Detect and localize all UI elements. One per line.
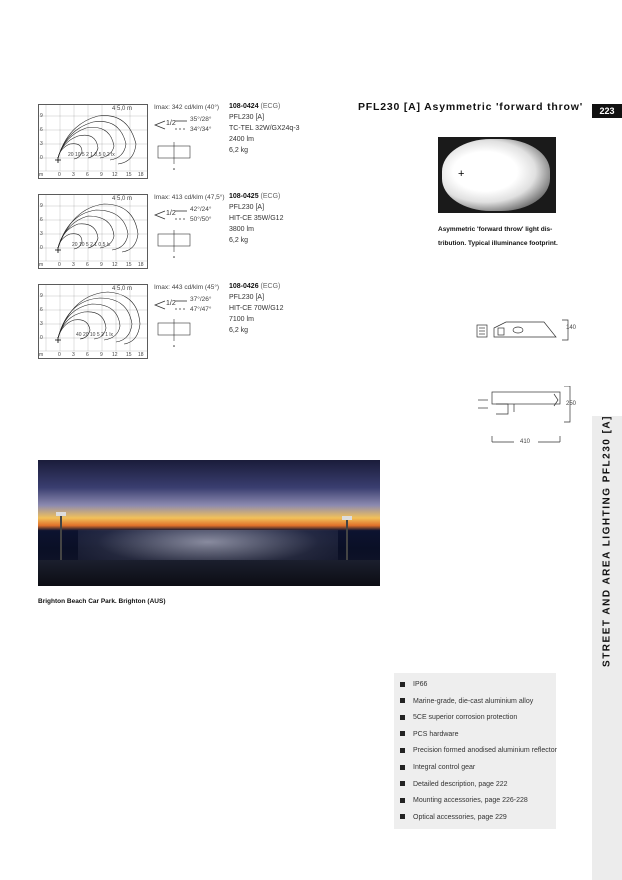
isolux-diagram — [38, 194, 148, 269]
imax-value: Imax: 413 cd/klm (47,5°) — [154, 194, 225, 201]
lamp: TC-TEL 32W/GX24q-3 — [229, 125, 300, 132]
feature-item: Precision formed anodised aluminium reflector — [400, 743, 556, 760]
grid-top-label: 4 5,0 m — [112, 286, 133, 292]
axis-tick: 3 — [72, 262, 75, 268]
model: PFL230 [A] — [229, 294, 265, 301]
axis-tick: 3 — [72, 352, 75, 358]
beam-dashed: 47°/47° — [190, 306, 212, 313]
feature-item: Integral control gear — [400, 760, 556, 777]
axis-tick: 12 — [112, 172, 118, 178]
axis-tick: 9 — [100, 172, 103, 178]
grid-top-label: 4 5,0 m — [112, 106, 133, 112]
left-tick: 0 — [40, 245, 43, 251]
axis-tick: 0 — [58, 352, 61, 358]
luminaire-position-icon: + — [458, 168, 465, 180]
axis-m: m — [39, 352, 44, 358]
page-number: 223 — [592, 104, 622, 118]
left-tick: 0 — [40, 335, 43, 341]
product-code: 108-0425 — [229, 193, 259, 200]
axis-tick: 6 — [86, 172, 89, 178]
model: PFL230 [A] — [229, 114, 265, 121]
mounting-sketch-icon — [156, 319, 192, 349]
lamp: HIT-CE 35W/G12 — [229, 215, 284, 222]
axis-m: m — [39, 262, 44, 268]
mounting-sketch-icon — [156, 142, 192, 172]
product-code: 108-0424 — [229, 103, 259, 110]
beam-dashed: 34°/34° — [190, 126, 212, 133]
beam-angles — [154, 205, 224, 227]
photo-caption: Brighton Beach Car Park. Brighton (AUS) — [38, 598, 166, 605]
feature-item: Mounting accessories, page 226-228 — [400, 793, 556, 810]
axis-tick: 12 — [112, 352, 118, 358]
axis-tick: 18 — [138, 352, 144, 358]
axis-tick: 0 — [58, 262, 61, 268]
feature-item: Detailed description, page 222 — [400, 777, 556, 794]
beam-half: 1/2 — [166, 210, 176, 217]
weight: 6,2 kg — [229, 327, 249, 334]
axis-tick: 15 — [126, 262, 132, 268]
left-tick: 9 — [40, 293, 43, 299]
imax-value: Imax: 443 cd/klm (45°) — [154, 284, 220, 291]
variant-specs — [229, 191, 283, 246]
feature-item: 5CE superior corrosion protection — [400, 710, 556, 727]
product-title: PFL230 [A] Asymmetric 'forward throw' — [358, 101, 583, 113]
axis-tick: 12 — [112, 262, 118, 268]
beam-solid: 37°/26° — [190, 296, 212, 303]
isolux-diagram — [38, 284, 148, 359]
left-tick: 6 — [40, 307, 43, 313]
axis-tick: 15 — [126, 172, 132, 178]
illuminance-footprint — [438, 137, 556, 213]
distribution-caption: Asymmetric 'forward throw' light dis- tribution. Typical illuminance footprint. — [438, 226, 558, 247]
left-tick: 9 — [40, 203, 43, 209]
axis-tick: 0 — [58, 172, 61, 178]
model: PFL230 [A] — [229, 204, 265, 211]
feature-item: Marine-grade, die-cast aluminium alloy — [400, 694, 556, 711]
left-tick: 3 — [40, 321, 43, 327]
beam-half: 1/2 — [166, 300, 176, 307]
variant-specs — [229, 101, 300, 156]
imax-value: Imax: 342 cd/klm (40°) — [154, 104, 220, 111]
beam-half: 1/2 — [166, 120, 176, 127]
axis-tick: 18 — [138, 172, 144, 178]
axis-tick: 18 — [138, 262, 144, 268]
dim-width: 410 — [520, 439, 531, 445]
axis-tick: 6 — [86, 262, 89, 268]
luminaire-right — [342, 516, 352, 520]
product-code: 108-0426 — [229, 283, 259, 290]
axis-tick: 9 — [100, 352, 103, 358]
ecg-tag: (ECG) — [260, 283, 281, 290]
feature-item: IP66 — [400, 677, 556, 694]
axis-tick: 6 — [86, 352, 89, 358]
features-list — [394, 673, 556, 829]
left-tick: 6 — [40, 217, 43, 223]
isolux-diagram — [38, 104, 148, 179]
beam-solid: 35°/28° — [190, 116, 212, 123]
iso-labels: 40 20 10 5 2 1 lx — [76, 332, 113, 338]
lumens: 2400 lm — [229, 136, 254, 143]
foreground-rocks — [38, 560, 380, 586]
axis-tick: 3 — [72, 172, 75, 178]
beam-angles — [154, 115, 224, 137]
beam-solid: 42°/24° — [190, 206, 212, 213]
car-park-photo — [38, 460, 380, 586]
variant-specs — [229, 281, 283, 336]
feature-item: Optical accessories, page 229 — [400, 810, 556, 827]
weight: 6,2 kg — [229, 237, 249, 244]
left-tick: 3 — [40, 231, 43, 237]
dim-height-side: 140 — [566, 325, 577, 331]
dim-height-front: 250 — [566, 401, 577, 407]
axis-tick: 9 — [100, 262, 103, 268]
left-tick: 6 — [40, 127, 43, 133]
front-view-drawing — [478, 386, 578, 446]
mounting-sketch-icon — [156, 230, 192, 260]
iso-labels: 20 10 5 2 1 0,5 0,2 lx — [68, 152, 115, 158]
lumens: 7100 lm — [229, 316, 254, 323]
iso-labels: 20 10 5 2 1 0,5 lx — [72, 242, 111, 248]
lumens: 3800 lm — [229, 226, 254, 233]
feature-item: PCS hardware — [400, 727, 556, 744]
weight: 6,2 kg — [229, 147, 249, 154]
section-label: STREET AND AREA LIGHTING PFL230 [A] — [601, 415, 613, 667]
beam-dashed: 50°/50° — [190, 216, 212, 223]
beam-angles — [154, 295, 224, 317]
ecg-tag: (ECG) — [260, 193, 281, 200]
side-view-drawing — [476, 316, 576, 346]
axis-m: m — [39, 172, 44, 178]
luminaire-left — [56, 512, 66, 516]
grid-top-label: 4 5,0 m — [112, 196, 133, 202]
ecg-tag: (ECG) — [260, 103, 281, 110]
left-tick: 3 — [40, 141, 43, 147]
axis-tick: 15 — [126, 352, 132, 358]
left-tick: 9 — [40, 113, 43, 119]
lamp: HIT-CE 70W/G12 — [229, 305, 284, 312]
left-tick: 0 — [40, 155, 43, 161]
